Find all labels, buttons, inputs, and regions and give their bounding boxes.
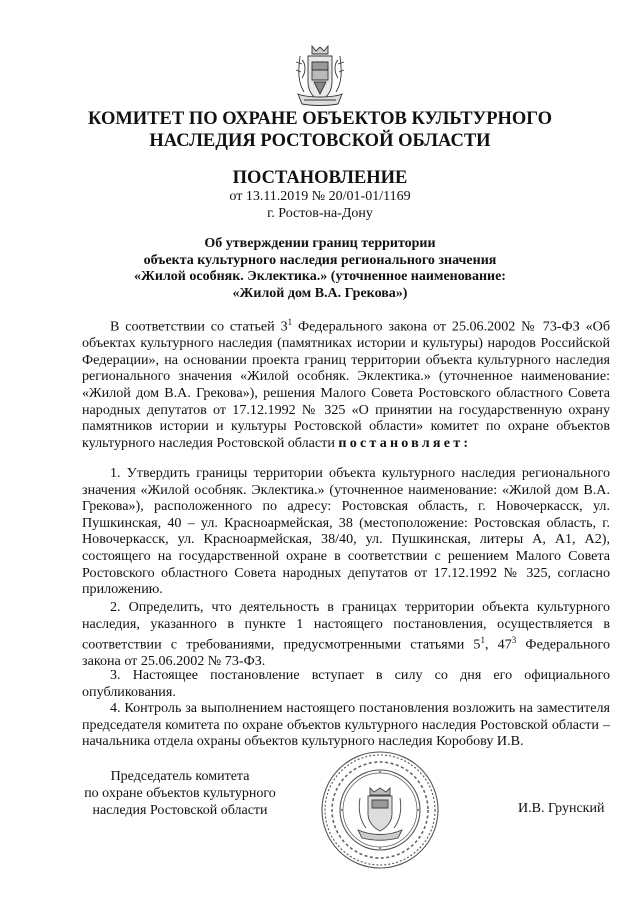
- item-2-start: 2. Определить, что деятельность в границах территории объекта культурного наследия, указанного в пункте 1 настоящего постановления, осуществляется в соответствии с требованиями, предусмотренными статьями 5: [82, 599, 610, 653]
- document-type: ПОСТАНОВЛЕНИЕ: [232, 168, 408, 188]
- item-1-paragraph: 1. Утвердить границы территории объекта культурного наследия регионального значения «Жилой особняк. Эклектика.» (уточненное наименование: «Жилой дом В.А. Грекова»), расположенного по адресу: Ростовская область, г. Новочеркасск, ул. Пушкинская, 40 – ул. Красноармейская, 38 (местоположение: Ростовская область, г. Новочеркасск, ул. Красноармейская, 38/40, ул. Пушкинская, литеры А, А1, А2), состоящего на государственной охране в соответствии с решением Малого Совета Ростовского областного Совета народных депутатов от 17.12.1992 № 325, согласно приложению.: [82, 465, 610, 598]
- item-2-mid: , 47: [484, 636, 512, 653]
- item-4-paragraph: 4. Контроль за выполнением настоящего постановления возложить на заместителя председателя комитета по охране объектов культурного наследия Ростовской области – начальника отдела охраны объектов культурного наследия Коробову И.В.: [82, 700, 610, 750]
- subject-line-4: «Жилой дом В.А. Грекова»): [232, 285, 408, 301]
- item-2-sup-2: 3: [511, 635, 517, 646]
- document-date-number: от 13.11.2019 № 20/01-01/1169: [229, 189, 411, 204]
- item-2-end: Федерального закона от 25.06.2002 № 73-ФЗ.: [82, 636, 611, 670]
- item-3-paragraph: 3. Настоящее постановление вступает в силу со дня его официального опубликования.: [82, 667, 610, 700]
- organization-name: [0, 108, 640, 152]
- org-line-2: НАСЛЕДИЯ РОСТОВСКОЙ ОБЛАСТИ: [149, 131, 491, 151]
- subject-line-1: Об утверждении границ территории: [204, 236, 436, 251]
- item-2-sup-1: 1: [480, 635, 485, 646]
- resolves-word: постановляет:: [338, 434, 472, 451]
- signatory-title-line-3: наследия Ростовской области: [92, 803, 268, 818]
- official-seal-icon: [318, 748, 442, 872]
- preamble-sup: 1: [287, 317, 293, 327]
- signatory-title-line-1: Председатель комитета: [110, 769, 250, 784]
- document-subject: [110, 236, 530, 302]
- signatory-title: [80, 768, 280, 819]
- preamble-text: Федерального закона от 25.06.2002 № 73-ФЗ «Об объектах культурного наследия (памятниках истории и культуры) народов Российской Федерации», на основании проекта границ территории объекта культурного наследия регионального значения «Жилой особняк. Эклектика.» (уточненное наименование: «Жилой дом В.А. Грекова»), решения Малого Совета Ростовского областного Совета народных депутатов от 17.12.1992 № 325 «О принятии на государственную охрану памятников истории и культуры Ростовской области» комитет по охране объектов культурного наследия Ростовской области: [82, 318, 610, 451]
- signatory-title-line-2: по охране объектов культурного: [84, 786, 276, 801]
- org-line-1: КОМИТЕТ ПО ОХРАНЕ ОБЪЕКТОВ КУЛЬТУРНОГО: [88, 109, 552, 129]
- subject-line-3: «Жилой особняк. Эклектика.» (уточненное наименование:: [134, 269, 506, 284]
- item-2-paragraph: [82, 599, 610, 670]
- preamble-paragraph: [82, 314, 610, 451]
- coat-of-arms-icon: [292, 42, 348, 110]
- document-city: г. Ростов-на-Дону: [267, 206, 373, 221]
- signatory-name: И.В. Грунский: [518, 801, 605, 816]
- subject-line-2: объекта культурного наследия регионального значения: [143, 252, 497, 268]
- preamble-start: В соответствии со статьей 3: [110, 318, 288, 335]
